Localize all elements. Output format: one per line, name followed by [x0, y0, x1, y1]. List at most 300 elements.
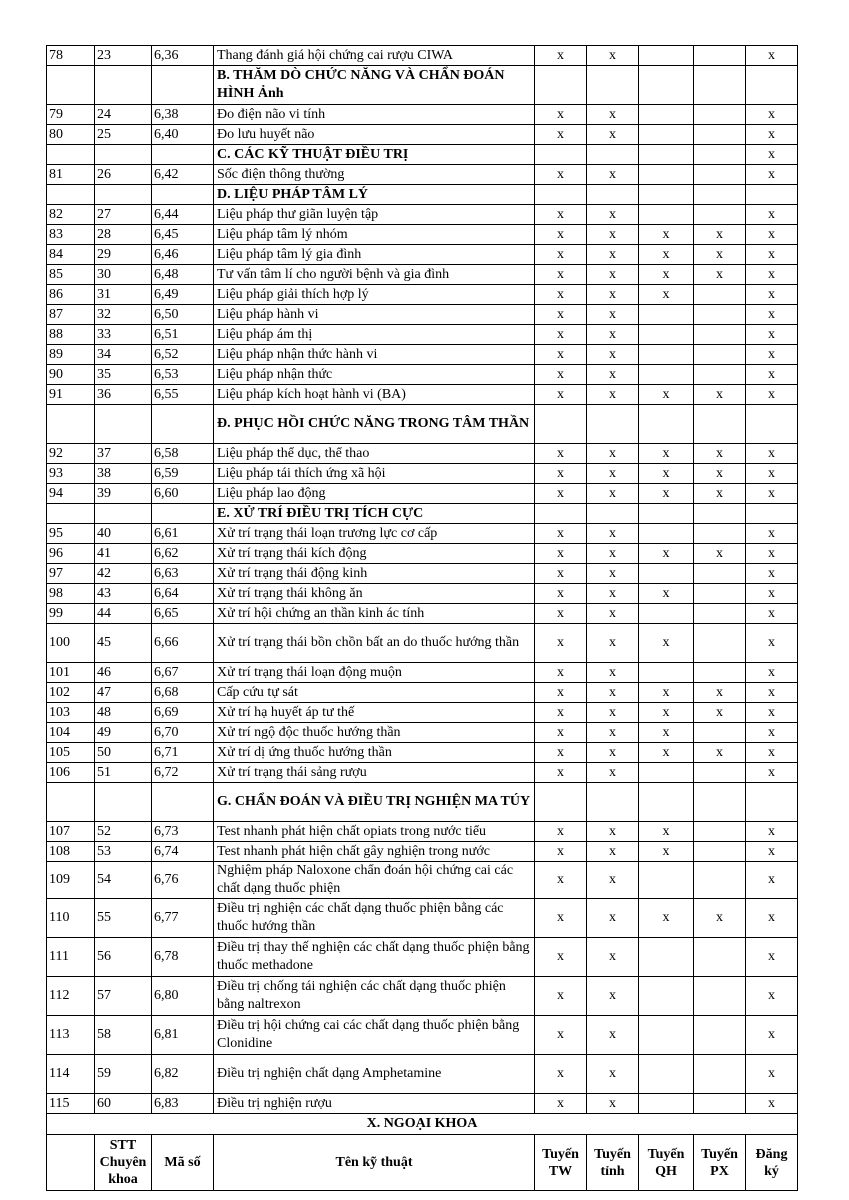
table-row: [47, 125, 798, 145]
tuyen-qh-cell: [639, 305, 694, 325]
tuyen-px-cell: x: [694, 484, 746, 504]
ma-so-cell: 6,67: [152, 663, 214, 683]
table-row: [47, 604, 798, 624]
ma-so-cell: 6,45: [152, 225, 214, 245]
ma-so-cell: 6,59: [152, 464, 214, 484]
tuyen-px-cell: x: [694, 899, 746, 938]
ten-ky-thuat-cell: Xử trí ngộ độc thuốc hướng thần: [214, 723, 535, 743]
ten-ky-thuat-cell: Xử trí trạng thái sảng rượu: [214, 763, 535, 783]
dang-ky-cell: x: [746, 285, 798, 305]
ten-ky-thuat-cell: Xử trí dị ứng thuốc hướng thần: [214, 743, 535, 763]
tuyen-px-cell: x: [694, 265, 746, 285]
stt-cell: [47, 145, 95, 165]
ma-so-cell: 6,60: [152, 484, 214, 504]
tuyen-tw-cell: x: [535, 1016, 587, 1055]
tuyen-px-cell: [694, 185, 746, 205]
tuyen-tw-cell: x: [535, 842, 587, 862]
tuyen-px-cell: [694, 564, 746, 584]
dang-ky-cell: x: [746, 464, 798, 484]
ten-ky-thuat-cell: Đo lưu huyết não: [214, 125, 535, 145]
stt-cell: [47, 405, 95, 444]
table-row: [47, 938, 798, 977]
tuyen-qh-cell: [639, 1094, 694, 1114]
tuyen-px-cell: [694, 842, 746, 862]
tuyen-tw-cell: x: [535, 604, 587, 624]
tuyen-tinh-cell: x: [587, 46, 639, 66]
ten-ky-thuat-cell: B. THĂM DÒ CHỨC NĂNG VÀ CHẨN ĐOÁN HÌNH Ảnh: [214, 66, 535, 105]
ma-so-cell: 6,55: [152, 385, 214, 405]
tuyen-px-cell: x: [694, 385, 746, 405]
ten-ky-thuat-cell: Điều trị nghiện rượu: [214, 1094, 535, 1114]
stt-chuyen-khoa-cell: 30: [95, 265, 152, 285]
tuyen-px-cell: [694, 365, 746, 385]
tuyen-qh-cell: [639, 862, 694, 899]
tuyen-px-cell: [694, 105, 746, 125]
ten-ky-thuat-cell: Liệu pháp lao động: [214, 484, 535, 504]
tuyen-qh-cell: [639, 977, 694, 1016]
stt-chuyen-khoa-cell: [95, 504, 152, 524]
ma-so-cell: 6,71: [152, 743, 214, 763]
ma-so-cell: 6,76: [152, 862, 214, 899]
tuyen-tinh-cell: x: [587, 365, 639, 385]
dang-ky-cell: [746, 405, 798, 444]
tuyen-tinh-cell: x: [587, 663, 639, 683]
dang-ky-cell: x: [746, 703, 798, 723]
stt-chuyen-khoa-cell: 33: [95, 325, 152, 345]
table-row: [47, 225, 798, 245]
tuyen-tinh-cell: [587, 783, 639, 822]
tuyen-qh-cell: x: [639, 822, 694, 842]
stt-chuyen-khoa-cell: 29: [95, 245, 152, 265]
dang-ky-cell: x: [746, 225, 798, 245]
table-row: [47, 683, 798, 703]
ten-ky-thuat-cell: Cấp cứu tự sát: [214, 683, 535, 703]
ma-so-cell: 6,68: [152, 683, 214, 703]
table-row: [47, 544, 798, 564]
tuyen-px-cell: [694, 305, 746, 325]
stt-cell: 94: [47, 484, 95, 504]
dang-ky-cell: x: [746, 365, 798, 385]
tuyen-tinh-cell: x: [587, 245, 639, 265]
dang-ky-cell: x: [746, 484, 798, 504]
tuyen-px-cell: x: [694, 743, 746, 763]
tuyen-px-cell: [694, 862, 746, 899]
ten-ky-thuat-cell: Xử trí trạng thái loạn trương lực cơ cấp: [214, 524, 535, 544]
tuyen-tinh-cell: x: [587, 604, 639, 624]
ma-so-cell: 6,40: [152, 125, 214, 145]
stt-chuyen-khoa-cell: 27: [95, 205, 152, 225]
ten-ky-thuat-cell: D. LIỆU PHÁP TÂM LÝ: [214, 185, 535, 205]
stt-chuyen-khoa-cell: 50: [95, 743, 152, 763]
tuyen-tw-cell: x: [535, 723, 587, 743]
table-row: [47, 743, 798, 763]
stt-cell: 91: [47, 385, 95, 405]
ma-so-cell: 6,83: [152, 1094, 214, 1114]
tuyen-tw-cell: [535, 66, 587, 105]
tuyen-tinh-cell: x: [587, 723, 639, 743]
ten-ky-thuat-cell: Điều trị nghiện các chất dạng thuốc phiện bằng các thuốc hướng thần: [214, 899, 535, 938]
ma-so-cell: 6,46: [152, 245, 214, 265]
stt-cell: 85: [47, 265, 95, 285]
ma-so-cell: [152, 783, 214, 822]
stt-chuyen-khoa-cell: 56: [95, 938, 152, 977]
tuyen-px-cell: [694, 145, 746, 165]
tuyen-px-cell: [694, 1055, 746, 1094]
tuyen-qh-cell: x: [639, 842, 694, 862]
ten-ky-thuat-cell: Liệu pháp tái thích ứng xã hội: [214, 464, 535, 484]
table-row: [47, 1055, 798, 1094]
ten-ky-thuat-cell: Liệu pháp tâm lý gia đình: [214, 245, 535, 265]
table-row: [47, 899, 798, 938]
tuyen-tinh-cell: x: [587, 862, 639, 899]
ten-ky-thuat-cell: Liệu pháp thể dục, thể thao: [214, 444, 535, 464]
table-row: [47, 763, 798, 783]
tuyen-qh-cell: [639, 345, 694, 365]
tuyen-qh-cell: [639, 504, 694, 524]
section-row: [47, 504, 798, 524]
tuyen-qh-cell: [639, 365, 694, 385]
dang-ky-cell: x: [746, 977, 798, 1016]
ma-so-cell: 6,52: [152, 345, 214, 365]
tuyen-tinh-cell: x: [587, 977, 639, 1016]
section-row: [47, 66, 798, 105]
ten-ky-thuat-cell: C. CÁC KỸ THUẬT ĐIỀU TRỊ: [214, 145, 535, 165]
tuyen-tw-cell: x: [535, 763, 587, 783]
tuyen-qh-cell: x: [639, 584, 694, 604]
table-row: [47, 265, 798, 285]
ten-ky-thuat-cell: Liệu pháp tâm lý nhóm: [214, 225, 535, 245]
stt-chuyen-khoa-cell: 36: [95, 385, 152, 405]
tuyen-px-cell: [694, 125, 746, 145]
tuyen-qh-cell: x: [639, 703, 694, 723]
tuyen-tw-cell: [535, 185, 587, 205]
stt-chuyen-khoa-cell: 46: [95, 663, 152, 683]
dang-ky-cell: x: [746, 1055, 798, 1094]
tuyen-tw-cell: x: [535, 703, 587, 723]
header-row: [47, 1135, 798, 1191]
dang-ky-cell: [746, 504, 798, 524]
tuyen-tw-cell: x: [535, 663, 587, 683]
stt-cell: 110: [47, 899, 95, 938]
tuyen-px-cell: [694, 723, 746, 743]
ma-so-cell: 6,38: [152, 105, 214, 125]
stt-chuyen-khoa-cell: 25: [95, 125, 152, 145]
dang-ky-cell: x: [746, 743, 798, 763]
tuyen-tw-cell: x: [535, 245, 587, 265]
stt-chuyen-khoa-cell: 32: [95, 305, 152, 325]
stt-cell: 96: [47, 544, 95, 564]
tuyen-tinh-cell: x: [587, 484, 639, 504]
ma-so-cell: 6,80: [152, 977, 214, 1016]
ten-ky-thuat-cell: Xử trí trạng thái kích động: [214, 544, 535, 564]
tuyen-px-cell: [694, 822, 746, 842]
stt-chuyen-khoa-cell: [95, 185, 152, 205]
tuyen-px-cell: [694, 345, 746, 365]
tuyen-qh-cell: x: [639, 245, 694, 265]
stt-cell: 108: [47, 842, 95, 862]
table-row: [47, 205, 798, 225]
tuyen-qh-cell: x: [639, 484, 694, 504]
dang-ky-cell: x: [746, 564, 798, 584]
tuyen-px-cell: [694, 763, 746, 783]
tuyen-tw-cell: x: [535, 899, 587, 938]
tuyen-qh-cell: x: [639, 385, 694, 405]
ten-ky-thuat-cell: Xử trí hội chứng an thần kinh ác tính: [214, 604, 535, 624]
dang-ky-cell: x: [746, 165, 798, 185]
ma-so-cell: 6,50: [152, 305, 214, 325]
tuyen-qh-cell: x: [639, 743, 694, 763]
ten-ky-thuat-cell: Test nhanh phát hiện chất opiats trong nước tiểu: [214, 822, 535, 842]
stt-cell: 112: [47, 977, 95, 1016]
tuyen-qh-cell: [639, 1016, 694, 1055]
ten-ky-thuat-cell: Nghiệm pháp Naloxone chẩn đoán hội chứng cai các chất dạng thuốc phiện: [214, 862, 535, 899]
tuyen-tinh-cell: x: [587, 265, 639, 285]
table-row: [47, 345, 798, 365]
stt-cell: 88: [47, 325, 95, 345]
ma-so-cell: 6,48: [152, 265, 214, 285]
tuyen-qh-cell: x: [639, 683, 694, 703]
tuyen-tinh-cell: x: [587, 125, 639, 145]
ten-ky-thuat-cell: Xử trí trạng thái động kinh: [214, 564, 535, 584]
table-row: [47, 464, 798, 484]
tuyen-qh-cell: x: [639, 285, 694, 305]
ma-so-cell: 6,62: [152, 544, 214, 564]
dang-ky-cell: x: [746, 842, 798, 862]
tuyen-px-cell: [694, 624, 746, 663]
stt-cell: [47, 66, 95, 105]
tuyen-tinh-cell: x: [587, 763, 639, 783]
stt-chuyen-khoa-cell: 38: [95, 464, 152, 484]
ma-so-cell: 6,49: [152, 285, 214, 305]
table-row: [47, 584, 798, 604]
tuyen-tw-cell: x: [535, 484, 587, 504]
tuyen-tw-cell: x: [535, 743, 587, 763]
tuyen-px-cell: [694, 285, 746, 305]
stt-chuyen-khoa-cell: 42: [95, 564, 152, 584]
tuyen-tw-cell: x: [535, 862, 587, 899]
tuyen-px-cell: x: [694, 444, 746, 464]
table-row: [47, 105, 798, 125]
tuyen-tinh-cell: x: [587, 105, 639, 125]
tuyen-px-cell: x: [694, 544, 746, 564]
ma-so-cell: 6,73: [152, 822, 214, 842]
table-row: [47, 165, 798, 185]
tuyen-tw-cell: x: [535, 1094, 587, 1114]
stt-chuyen-khoa-cell: 43: [95, 584, 152, 604]
stt-chuyen-khoa-cell: 39: [95, 484, 152, 504]
stt-cell: 78: [47, 46, 95, 66]
dang-ky-cell: x: [746, 325, 798, 345]
header-ma-so: Mã số: [152, 1135, 214, 1191]
ten-ky-thuat-cell: Liệu pháp hành vi: [214, 305, 535, 325]
dang-ky-cell: x: [746, 145, 798, 165]
tuyen-tinh-cell: x: [587, 938, 639, 977]
ma-so-cell: 6,81: [152, 1016, 214, 1055]
tuyen-tinh-cell: x: [587, 345, 639, 365]
stt-chuyen-khoa-cell: 54: [95, 862, 152, 899]
ten-ky-thuat-cell: Xử trí trạng thái bồn chồn bất an do thuốc hướng thần: [214, 624, 535, 663]
tuyen-tinh-cell: x: [587, 703, 639, 723]
tuyen-tinh-cell: x: [587, 444, 639, 464]
dang-ky-cell: x: [746, 723, 798, 743]
ten-ky-thuat-cell: Xử trí trạng thái loạn động muộn: [214, 663, 535, 683]
tuyen-px-cell: [694, 524, 746, 544]
tuyen-px-cell: [694, 1016, 746, 1055]
tuyen-px-cell: [694, 66, 746, 105]
tuyen-tw-cell: x: [535, 1055, 587, 1094]
table-row: [47, 703, 798, 723]
tuyen-tinh-cell: x: [587, 464, 639, 484]
ma-so-cell: 6,58: [152, 444, 214, 464]
dang-ky-cell: x: [746, 862, 798, 899]
stt-cell: 98: [47, 584, 95, 604]
stt-cell: 115: [47, 1094, 95, 1114]
section-row: [47, 145, 798, 165]
ten-ky-thuat-cell: Liệu pháp thư giãn luyện tập: [214, 205, 535, 225]
dang-ky-cell: x: [746, 524, 798, 544]
tuyen-qh-cell: [639, 105, 694, 125]
tuyen-tinh-cell: [587, 405, 639, 444]
ten-ky-thuat-cell: Liệu pháp kích hoạt hành vi (BA): [214, 385, 535, 405]
tuyen-tinh-cell: x: [587, 225, 639, 245]
ten-ky-thuat-cell: Xử trí trạng thái không ăn: [214, 584, 535, 604]
tuyen-px-cell: [694, 938, 746, 977]
tuyen-tw-cell: x: [535, 365, 587, 385]
dang-ky-cell: x: [746, 624, 798, 663]
dang-ky-cell: [746, 783, 798, 822]
dang-ky-cell: x: [746, 385, 798, 405]
tuyen-tinh-cell: [587, 504, 639, 524]
stt-chuyen-khoa-cell: 60: [95, 1094, 152, 1114]
table-row: [47, 723, 798, 743]
ten-ky-thuat-cell: Điều trị nghiện chất dạng Amphetamine: [214, 1055, 535, 1094]
stt-cell: 80: [47, 125, 95, 145]
stt-cell: 89: [47, 345, 95, 365]
ma-so-cell: 6,65: [152, 604, 214, 624]
tuyen-qh-cell: [639, 938, 694, 977]
tuyen-tinh-cell: x: [587, 1016, 639, 1055]
ma-so-cell: 6,72: [152, 763, 214, 783]
ma-so-cell: [152, 504, 214, 524]
table-body: [47, 46, 798, 1114]
stt-chuyen-khoa-cell: 52: [95, 822, 152, 842]
stt-chuyen-khoa-cell: [95, 145, 152, 165]
tuyen-tw-cell: x: [535, 977, 587, 1016]
stt-cell: 95: [47, 524, 95, 544]
table-row: [47, 977, 798, 1016]
stt-chuyen-khoa-cell: 41: [95, 544, 152, 564]
stt-chuyen-khoa-cell: 31: [95, 285, 152, 305]
ten-ky-thuat-cell: Xử trí hạ huyết áp tư thế: [214, 703, 535, 723]
tuyen-tw-cell: x: [535, 624, 587, 663]
stt-chuyen-khoa-cell: 53: [95, 842, 152, 862]
tuyen-px-cell: [694, 205, 746, 225]
dang-ky-cell: x: [746, 584, 798, 604]
ten-ky-thuat-cell: Liệu pháp nhận thức: [214, 365, 535, 385]
ma-so-cell: [152, 185, 214, 205]
section-row: [47, 185, 798, 205]
stt-cell: 102: [47, 683, 95, 703]
stt-cell: 107: [47, 822, 95, 842]
dang-ky-cell: x: [746, 663, 798, 683]
stt-chuyen-khoa-cell: 34: [95, 345, 152, 365]
tuyen-tw-cell: x: [535, 345, 587, 365]
table-row: [47, 484, 798, 504]
tuyen-px-cell: [694, 663, 746, 683]
ma-so-cell: 6,64: [152, 584, 214, 604]
tuyen-qh-cell: [639, 1055, 694, 1094]
stt-chuyen-khoa-cell: 23: [95, 46, 152, 66]
tuyen-tinh-cell: x: [587, 544, 639, 564]
table-row: [47, 285, 798, 305]
stt-cell: 92: [47, 444, 95, 464]
header-tuyen-px: Tuyến PX: [694, 1135, 746, 1191]
table-row: [47, 822, 798, 842]
tuyen-tw-cell: x: [535, 165, 587, 185]
tuyen-tinh-cell: x: [587, 165, 639, 185]
tuyen-tw-cell: x: [535, 325, 587, 345]
stt-cell: 79: [47, 105, 95, 125]
tuyen-tw-cell: [535, 504, 587, 524]
tuyen-tw-cell: x: [535, 822, 587, 842]
ma-so-cell: [152, 145, 214, 165]
stt-chuyen-khoa-cell: 48: [95, 703, 152, 723]
ma-so-cell: 6,69: [152, 703, 214, 723]
tuyen-tinh-cell: x: [587, 584, 639, 604]
tuyen-qh-cell: [639, 165, 694, 185]
tuyen-px-cell: [694, 405, 746, 444]
tuyen-tinh-cell: x: [587, 822, 639, 842]
stt-cell: 87: [47, 305, 95, 325]
dang-ky-cell: x: [746, 604, 798, 624]
tuyen-px-cell: x: [694, 703, 746, 723]
document-page: [46, 45, 797, 1191]
ten-ky-thuat-cell: Liệu pháp nhận thức hành vi: [214, 345, 535, 365]
table-row: [47, 564, 798, 584]
header-tuyen-qh: Tuyến QH: [639, 1135, 694, 1191]
tuyen-qh-cell: [639, 46, 694, 66]
ma-so-cell: 6,42: [152, 165, 214, 185]
tuyen-tinh-cell: x: [587, 743, 639, 763]
stt-cell: 106: [47, 763, 95, 783]
tuyen-qh-cell: [639, 524, 694, 544]
header-tuyen-tinh: Tuyến tỉnh: [587, 1135, 639, 1191]
header-tuyen-tw: Tuyến TW: [535, 1135, 587, 1191]
tuyen-tw-cell: x: [535, 564, 587, 584]
tuyen-tw-cell: x: [535, 105, 587, 125]
stt-cell: [47, 185, 95, 205]
tuyen-tinh-cell: [587, 145, 639, 165]
tuyen-tw-cell: x: [535, 544, 587, 564]
stt-chuyen-khoa-cell: [95, 405, 152, 444]
table-row: [47, 305, 798, 325]
ten-ky-thuat-cell: G. CHẨN ĐOÁN VÀ ĐIỀU TRỊ NGHIỆN MA TÚY: [214, 783, 535, 822]
ten-ky-thuat-cell: Điều trị hội chứng cai các chất dạng thuốc phiện bằng Clonidine: [214, 1016, 535, 1055]
dang-ky-cell: x: [746, 105, 798, 125]
ma-so-cell: 6,51: [152, 325, 214, 345]
tuyen-tw-cell: [535, 783, 587, 822]
ten-ky-thuat-cell: Đ. PHỤC HỒI CHỨC NĂNG TRONG TÂM THẦN: [214, 405, 535, 444]
stt-chuyen-khoa-cell: [95, 66, 152, 105]
tuyen-qh-cell: [639, 763, 694, 783]
stt-cell: 104: [47, 723, 95, 743]
tuyen-tinh-cell: x: [587, 305, 639, 325]
chapter-title-row: [47, 1114, 798, 1135]
tuyen-px-cell: [694, 325, 746, 345]
table-footer: [47, 1114, 798, 1191]
tuyen-px-cell: x: [694, 683, 746, 703]
header-stt-chuyen-khoa: STT Chuyên khoa: [95, 1135, 152, 1191]
